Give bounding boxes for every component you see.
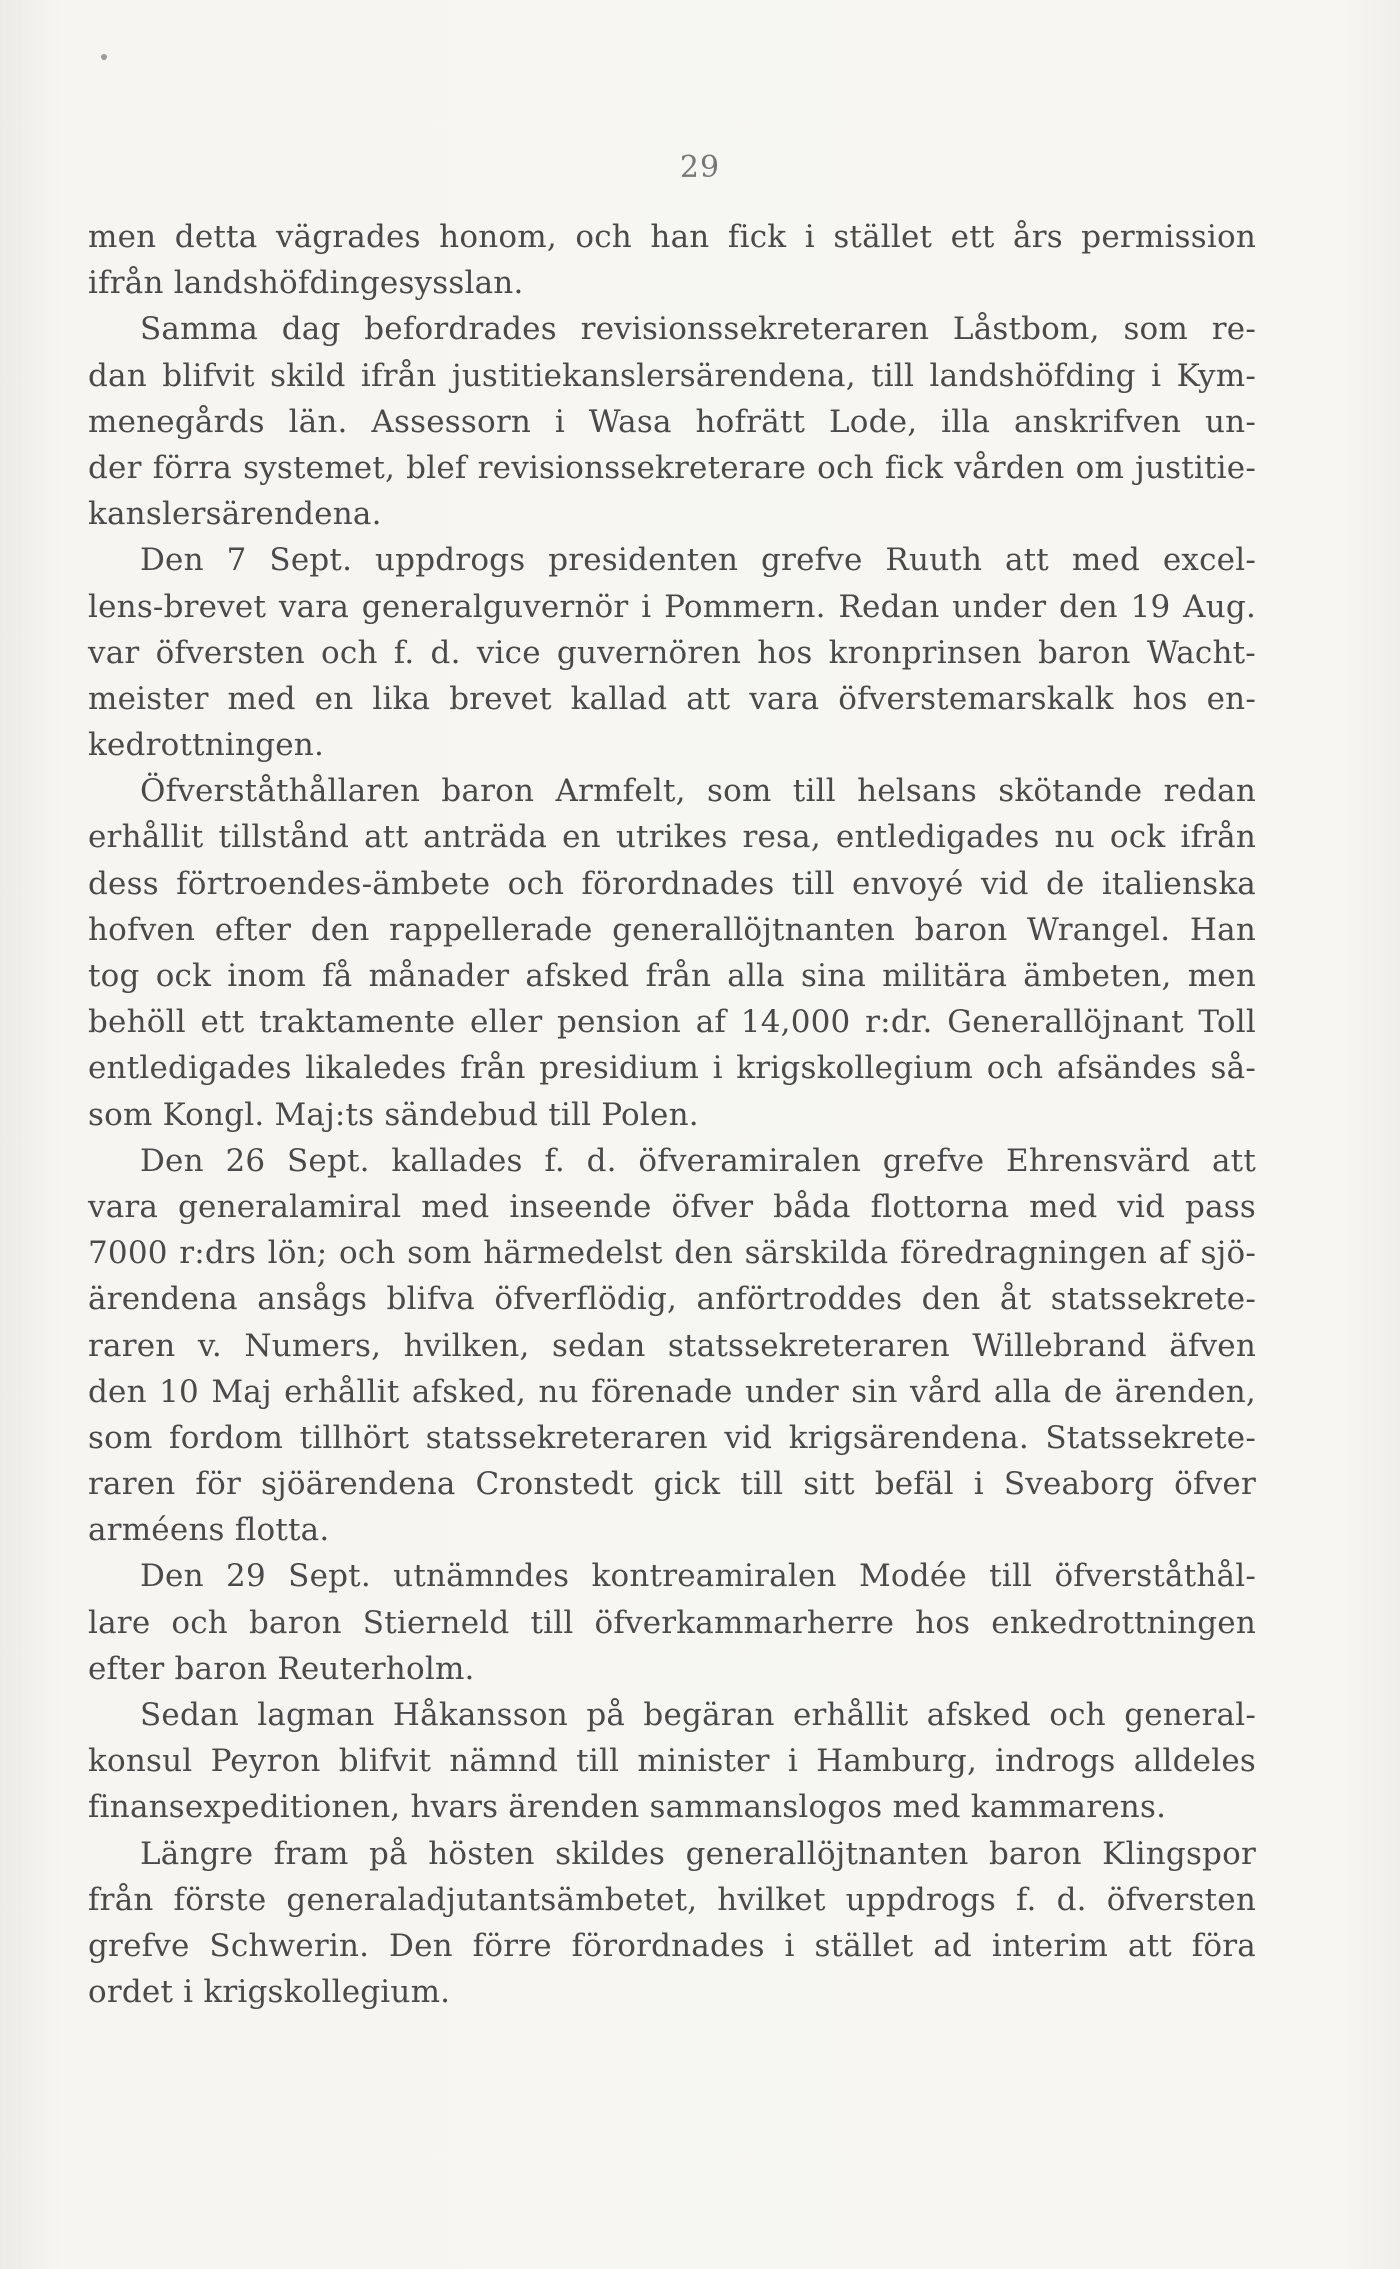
text-line: vara generalamiral med inseende öfver båda flottorna med vid pass <box>88 1188 1256 1225</box>
text-line: arméens flotta. <box>88 1512 330 1549</box>
text-line: Samma dag befordrades revisionssekreteraren Låstbom, som re- <box>140 311 1256 348</box>
text-line: grefve Schwerin. Den förre förordnades i stället ad interim att föra <box>88 1927 1256 1964</box>
text-line: konsul Peyron blifvit nämnd till minister i Hamburg, indrogs alldeles <box>88 1743 1256 1780</box>
text-line: behöll ett traktamente eller pension af 14,000 r:dr. Generallöjnant Toll <box>88 1004 1256 1041</box>
text-line: kanslersärendena. <box>88 496 382 533</box>
text-line: ärendena ansågs blifva öfverflödig, anförtroddes den åt statssekrete- <box>88 1281 1256 1318</box>
text-line: från förste generaladjutantsämbetet, hvilket uppdrogs f. d. öfversten <box>88 1881 1256 1918</box>
text-line: dan blifvit skild ifrån justitiekanslersärendena, till landshöfding i Kym- <box>88 357 1256 394</box>
ink-speck <box>101 54 107 60</box>
text-line: lens-brevet vara generalguvernör i Pommern. Redan under den 19 Aug. <box>88 588 1256 625</box>
text-line: ordet i krigskollegium. <box>88 1974 451 2011</box>
text-line: menegårds län. Assessorn i Wasa hofrätt Lode, illa anskrifven un- <box>88 403 1256 440</box>
text-line: entledigades likaledes från presidium i krigskollegium och afsändes så- <box>88 1050 1256 1087</box>
body-text <box>88 214 1256 2015</box>
text-line: ifrån landshöfdingesysslan. <box>88 265 524 302</box>
text-line: 7000 r:drs lön; och som härmedelst den särskilda föredragningen af sjö- <box>88 1235 1256 1272</box>
text-line: efter baron Reuterholm. <box>88 1650 475 1687</box>
text-line: tog ock inom få månader afsked från alla sina militära ämbeten, men <box>88 958 1256 994</box>
text-line: erhållit tillstånd att anträda en utrikes resa, entledigades nu ock ifrån <box>88 819 1256 856</box>
text-line: finansexpeditionen, hvars ärenden sammanslogos med kammarens. <box>88 1789 1167 1826</box>
text-line: hofven efter den rappellerade generallöjtnanten baron Wrangel. Han <box>88 911 1256 948</box>
text-line: som Kongl. Maj:ts sändebud till Polen. <box>88 1096 699 1133</box>
text-line: raren v. Numers, hvilken, sedan statssekreteraren Willebrand äfven <box>88 1327 1256 1364</box>
text-line: Den 7 Sept. uppdrogs presidenten grefve Ruuth att med excel- <box>140 542 1256 579</box>
text-line: Den 29 Sept. utnämndes kontreamiralen Modée till öfverståthål- <box>140 1558 1256 1595</box>
text-line: raren för sjöärendena Cronstedt gick till sitt befäl i Sveaborg öfver <box>88 1466 1256 1503</box>
text-line: men detta vägrades honom, och han fick i stället ett års permission <box>88 219 1256 255</box>
text-line: Den 26 Sept. kallades f. d. öfveramiralen grefve Ehrensvärd att <box>140 1142 1256 1179</box>
text-line: meister med en lika brevet kallad att vara öfverstemarskalk hos en- <box>88 680 1256 717</box>
text-line: Sedan lagman Håkansson på begäran erhållit afsked och general- <box>140 1697 1256 1733</box>
text-line: som fordom tillhört statssekreteraren vid krigsärendena. Statssekrete- <box>88 1419 1256 1456</box>
text-line: kedrottningen. <box>88 727 325 764</box>
text-line: var öfversten och f. d. vice guvernören hos kronprinsen baron Wacht- <box>88 634 1256 671</box>
page-number: 29 <box>679 150 721 185</box>
text-line: den 10 Maj erhållit afsked, nu förenade under sin vård alla de ärenden, <box>88 1373 1256 1410</box>
text-line: dess förtroendes-ämbete och förordnades till envoyé vid de italienska <box>88 865 1256 902</box>
text-line: lare och baron Stierneld till öfverkammarherre hos enkedrottningen <box>88 1604 1256 1641</box>
text-line: Öfverståthållaren baron Armfelt, som till helsans skötande redan <box>140 773 1256 810</box>
text-line: der förra systemet, blef revisionssekreterare och fick vården om justitie- <box>88 449 1256 486</box>
text-line: Längre fram på hösten skildes generallöjtnanten baron Klingspor <box>140 1835 1256 1872</box>
